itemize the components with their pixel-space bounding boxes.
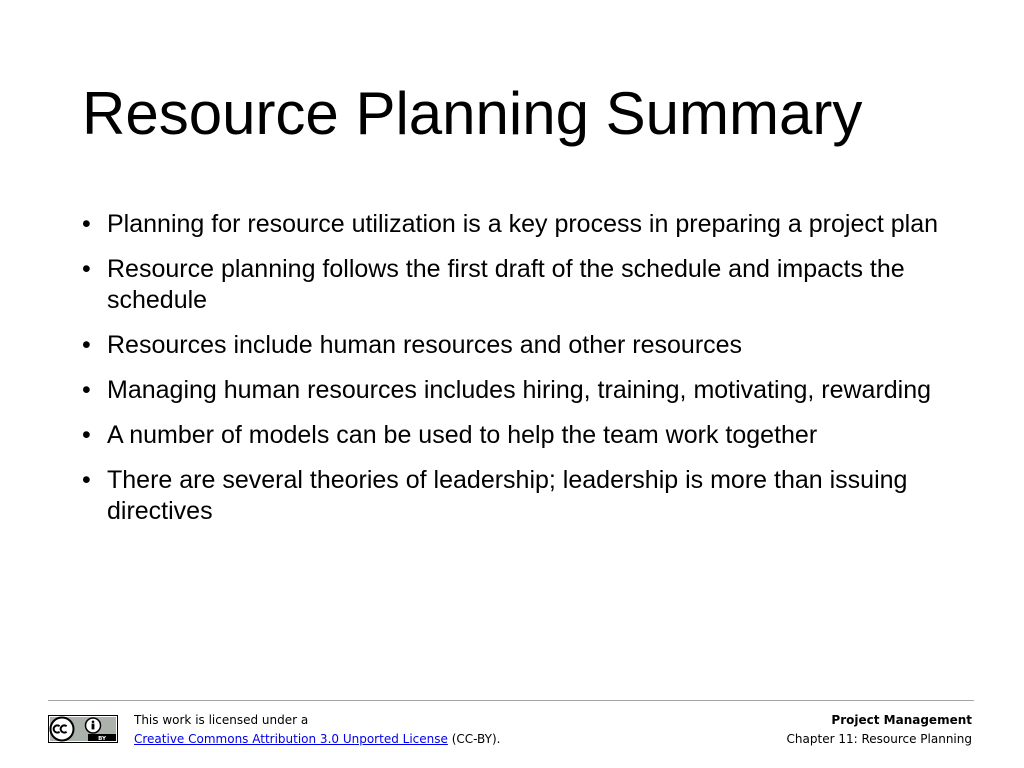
bullet-point-icon: •: [82, 255, 91, 283]
cc-by-license-icon: [48, 715, 118, 743]
license-notice: [134, 711, 500, 749]
cc-badge-label: BY: [98, 736, 106, 742]
bullet-point-icon: •: [82, 466, 91, 494]
license-suffix: (CC-BY).: [447, 732, 501, 746]
license-intro: This work is licensed under a: [134, 713, 309, 727]
course-chapter: Chapter 11: Resource Planning: [786, 732, 972, 746]
bullet-text: Resource planning follows the first draft of the schedule and impacts the schedule: [107, 255, 905, 314]
footer-divider: [48, 700, 974, 701]
bullet-item: [82, 465, 942, 527]
bullet-point-icon: •: [82, 376, 91, 404]
bullet-item: [82, 209, 942, 240]
bullet-text: Managing human resources includes hiring, training, motivating, rewarding: [107, 376, 932, 404]
course-title: Project Management: [831, 713, 972, 727]
bullet-point-icon: •: [82, 331, 91, 359]
bullet-list: [82, 209, 942, 541]
course-info: [787, 711, 972, 749]
bullet-text: Planning for resource utilization is a key process in preparing a project plan: [107, 210, 939, 238]
bullet-point-icon: •: [82, 210, 91, 238]
bullet-item: [82, 375, 942, 406]
slide-title: Resource Planning Summary: [82, 80, 863, 147]
bullet-point-icon: •: [82, 421, 91, 449]
license-link[interactable]: Creative Commons Attribution 3.0 Unported License: [134, 732, 448, 746]
bullet-text: A number of models can be used to help the team work together: [107, 421, 818, 449]
bullet-text: There are several theories of leadership; leadership is more than issuing directives: [107, 466, 908, 525]
bullet-item: [82, 420, 942, 451]
bullet-text: Resources include human resources and other resources: [107, 331, 743, 359]
bullet-item: [82, 330, 942, 361]
bullet-item: [82, 254, 942, 316]
